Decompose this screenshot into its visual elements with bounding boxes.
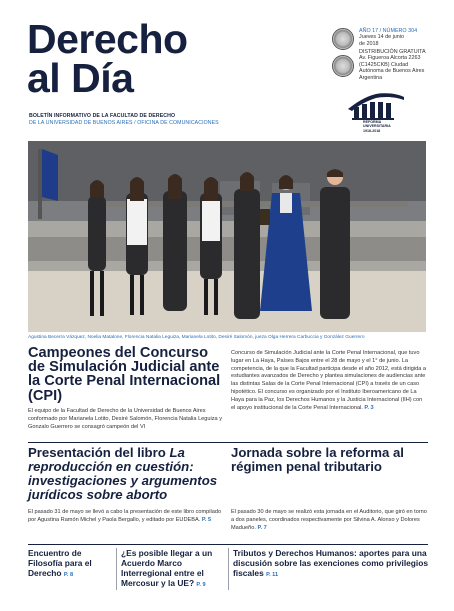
issue-info (359, 28, 451, 47)
headline-cpi[interactable]: Campeones del Concurso de Simulación Judicial ante la Corte Penal Internacional (CPI) (28, 345, 221, 404)
footer-column-divider (228, 548, 229, 590)
article-jornada-body (231, 509, 428, 532)
article-cpi-body-right-text: Concurso de Simulación Judicial ante la Corte Penal Internacional, que tuvo lugar en La Haya, Países Bajos entre el 28 de mayo y el 1° de junio. La competencia, de la que la Facultad participa desde el año 2012, está dirigida a estudiantes avanzados de Derecho y plantea simulaciones de audiencias ante las distintas Salas de la Corte Penal Internacional (CPI) a través de un caso hipotético. El concurso es organizado por el Instituto Iberoamericano de La Haya para la Paz, los Derechos Humanos y la Justicia Internacional (IIH) con el apoyo institucional de la Corte Penal Internacional. (231, 350, 426, 411)
issue-date-line1: Jueves 14 de junio (359, 34, 404, 41)
footer-item-page-ref[interactable]: P. 11 (266, 572, 279, 578)
address-line3: Autónoma de Buenos Aires (359, 68, 425, 75)
masthead-subtitle: BOLETÍN INFORMATIVO DE LA FACULTAD DE DERECHO (29, 113, 176, 119)
issue-date-line2: de 2018 (359, 40, 379, 47)
address-line4: Argentina (359, 74, 383, 81)
address-line2: (C1425CKB) Ciudad (359, 61, 409, 68)
reform-logo-line1: REFORMA (363, 120, 382, 124)
masthead-title (27, 16, 188, 101)
article-cpi-body-right (231, 350, 428, 412)
reform-logo-line3: 1918-2018 (363, 128, 381, 133)
address-line1: Av. Figueroa Alcorta 2263 (359, 55, 421, 62)
footer-item-page-ref[interactable]: P. 8 (63, 572, 74, 578)
group-photo-illustration (28, 141, 426, 332)
footer-item-title: ¿Es posible llegar a un Acuerdo Marco Interregional entre el Mercosur y la UE? (121, 548, 213, 588)
masthead-title-line2: al Día (27, 55, 134, 101)
distribution-info (359, 49, 451, 81)
article-libro-body (28, 509, 224, 525)
article-jornada-page-ref[interactable]: P. 7 (257, 524, 267, 531)
masthead-title-line1: Derecho (27, 16, 188, 62)
reform-logo-text (363, 120, 391, 133)
section-divider (28, 442, 428, 443)
footer-item-title: Tributos y Derechos Humanos: aportes para una discusión sobre las exenciones como privilegios fiscales (233, 548, 429, 578)
footer-divider (28, 544, 428, 545)
footer-column-divider (116, 548, 117, 590)
university-seal-icon (332, 28, 354, 50)
footer-item-filosofia[interactable] (28, 548, 114, 580)
article-cpi-page-ref[interactable]: P. 3 (364, 404, 374, 411)
masthead-subtitle-office: DE LA UNIVERSIDAD DE BUENOS AIRES / OFICINA DE COMUNICACIONES (29, 120, 219, 126)
group-photo (28, 141, 426, 332)
distribution-label: DISTRIBUCIÓN GRATUITA (359, 49, 426, 55)
footer-item-tributos[interactable] (233, 548, 429, 580)
headline-jornada[interactable]: Jornada sobre la reforma al régimen penal tributario (231, 445, 404, 474)
headline-libro-plain: Presentación del libro (28, 445, 170, 460)
footer-item-mercosur[interactable] (121, 548, 225, 590)
faculty-seal-icon (332, 55, 354, 77)
reform-logo-line2: UNIVERSITARIA (363, 124, 391, 129)
issue-number: AÑO 17 / NÚMERO 304 (359, 28, 418, 34)
footer-item-title: Encuentro de Filosofía para el Derecho (28, 548, 92, 578)
footer-item-page-ref[interactable]: P. 9 (196, 582, 206, 588)
article-jornada-body-text: El pasado 30 de mayo se realizó esta jornada en el Auditorio, que giró en torno a dos paneles, coordinados respectivamente por Silvina A. Alonso y Dolores Madueño. (231, 509, 427, 531)
photo-caption: Agustina Becerra Vázquez, Noelia Matalone, Florencia Natalia Leguiza, Marianela Lotito, Desiré Salomón, jueza Olga Herrera Carbuccia y González Guerrero (28, 335, 365, 340)
headline-libro-title: La reproducción en cuestión: investigaciones y argumentos jurídicos sobre aborto (28, 445, 218, 502)
headline-libro[interactable] (28, 446, 228, 502)
article-libro-page-ref[interactable]: P. 5 (201, 516, 212, 523)
article-libro-body-text: El pasado 31 de mayo se llevó a cabo la presentación de este libro compilado por Agustina Ramón Michel y Paola Bergallo, y editado por EUDEBA. (28, 509, 222, 523)
article-cpi-body-left: El equipo de la Facultad de Derecho de la Universidad de Buenos Aires conformado por Marianela Lotito, Desiré Salomón, Florencia Natalia Leguiza y Gonzalo Guerrero se consagró campeón del VI (28, 408, 223, 430)
